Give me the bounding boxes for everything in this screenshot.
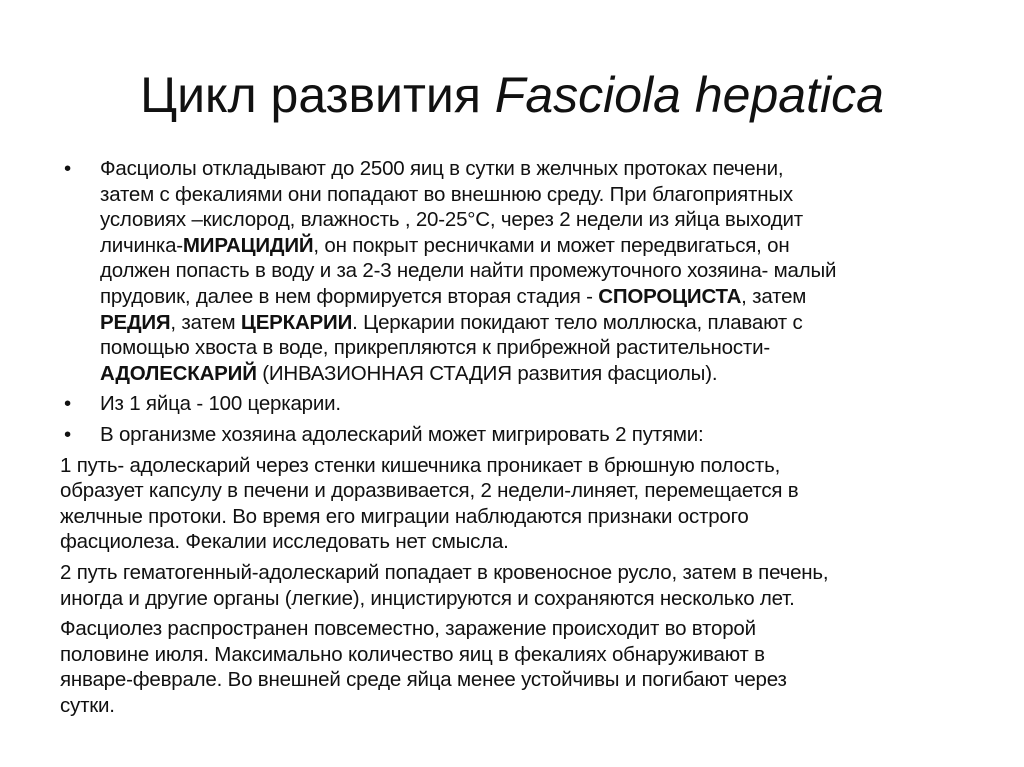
text-line: В организме хозяина адолескарий может мигрировать 2 путями:: [100, 422, 704, 446]
paragraph-epidemiology: [60, 616, 980, 718]
bullet-life-cycle: [60, 156, 980, 386]
paragraph-path-1: [60, 453, 980, 555]
text-run: личинка-: [100, 233, 183, 257]
text-line: образует капсулу в печени и доразвивается, 2 недели-линяет, перемещается в: [60, 479, 799, 503]
term-sporocyst: СПОРОЦИСТА: [598, 284, 742, 308]
term-adolescaria: АДОЛЕСКАРИЙ: [100, 361, 257, 385]
title-latin-name: Fasciola hepatica: [494, 67, 884, 123]
text-run: , он покрыт ресничками и может передвигаться, он: [313, 233, 790, 257]
text-line: фасциолеза. Фекалии исследовать нет смысла.: [60, 530, 509, 554]
slide-body: [60, 156, 980, 723]
text-line: 1 путь- адолескарий через стенки кишечника проникает в брюшную полость,: [60, 453, 781, 477]
text-run: , затем: [170, 310, 241, 334]
text-line: помощью хвоста в воде, прикрепляются к прибрежной растительности-: [100, 336, 770, 360]
paragraph-path-2: [60, 560, 980, 611]
text-line: должен попасть в воду и за 2-3 недели найти промежуточного хозяина- малый: [100, 259, 837, 283]
text-line: Фасциолы откладывают до 2500 яиц в сутки в желчных протоках печени,: [100, 157, 784, 180]
text-line: условиях –кислород, влажность , 20-25°С, через 2 недели из яйца выходит: [100, 208, 803, 232]
bullet-marker: •: [64, 422, 71, 446]
text-line: [100, 310, 980, 336]
term-miracidium: МИРАЦИДИЙ: [182, 233, 314, 257]
text-line: [100, 361, 980, 387]
text-line: [100, 284, 980, 310]
text-line: сутки.: [60, 693, 115, 717]
term-cercaria: ЦЕРКАРИИ: [240, 310, 353, 334]
bullet-cercaria-count: [60, 391, 980, 417]
text-run: . Церкарии покидают тело моллюска, плавают с: [352, 310, 803, 334]
title-text: Цикл развития: [140, 67, 495, 123]
bullet-marker: •: [64, 157, 71, 180]
text-line: затем с фекалиями они попадают во внешнюю среду. При благоприятных: [100, 182, 793, 206]
text-line: желчные протоки. Во время его миграции наблюдаются признаки острого: [60, 504, 749, 528]
text-run: (ИНВАЗИОННАЯ СТАДИЯ развития фасциолы).: [256, 361, 718, 385]
text-line: Фасциолез распространен повсеместно, заражение происходит во второй: [60, 617, 756, 641]
text-run: , затем: [741, 284, 807, 308]
term-redia: РЕДИЯ: [100, 310, 171, 334]
text-line: Из 1 яйца - 100 церкарии.: [100, 392, 341, 416]
bullet-marker: •: [64, 392, 71, 416]
text-line: 2 путь гематогенный-адолескарий попадает в кровеносное русло, затем в печень,: [60, 560, 829, 584]
text-run: прудовик, далее в нем формируется вторая стадия -: [100, 284, 599, 308]
text-line: иногда и другие органы (легкие), инцистируются и сохраняются несколько лет.: [60, 586, 795, 610]
text-line: половине июля. Максимально количество яиц в фекалиях обнаруживают в: [60, 642, 765, 666]
text-line: январе-феврале. Во внешней среде яйца менее устойчивы и погибают через: [60, 668, 787, 692]
slide-title: [0, 62, 1024, 128]
bullet-migration-paths: [60, 422, 980, 448]
text-line: [100, 233, 980, 259]
